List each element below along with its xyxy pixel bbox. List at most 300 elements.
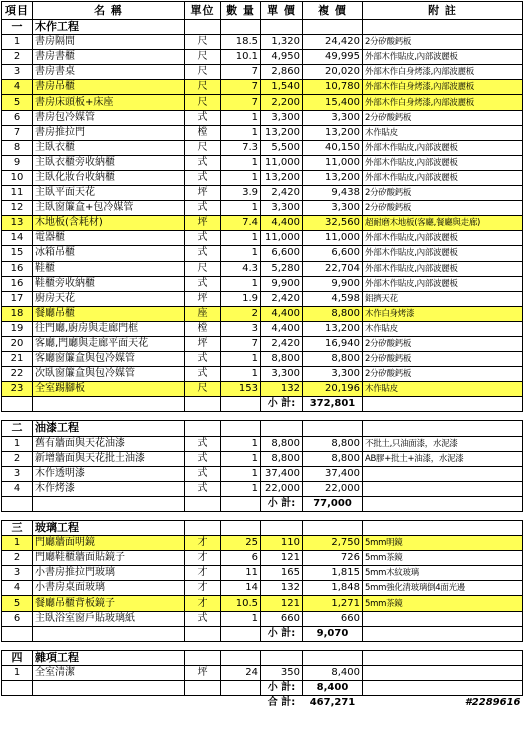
table-row [2,536,523,551]
item-amount: 11,000 [303,155,363,170]
item-name: 電器櫃 [33,231,185,246]
table-row [2,466,523,481]
item-note: 外部木作貼皮,內部波麗板 [363,246,523,261]
item-note: 外部木作白身烤漆,內部波麗板 [363,80,523,95]
table-row [2,481,523,496]
item-amount: 2,750 [303,536,363,551]
section-header-row [2,650,523,665]
item-unit-price: 4,400 [261,321,303,336]
item-name: 主臥浴室窗戶貼玻璃紙 [33,611,185,626]
item-quantity: 1 [221,170,261,185]
item-amount: 9,438 [303,186,363,201]
section-header-row [2,521,523,536]
table-row [2,352,523,367]
item-amount: 3,300 [303,110,363,125]
header-item: 項目 [2,2,33,20]
table-row [2,276,523,291]
empty-cell [363,650,523,665]
item-name: 鞋櫃旁收納櫃 [33,276,185,291]
item-amount: 20,020 [303,65,363,80]
item-number: 22 [2,367,33,382]
empty-cell [185,680,221,695]
empty-cell [221,650,261,665]
grand-total-value: 467,271 [309,697,356,709]
item-unit-price: 5,500 [261,140,303,155]
item-name: 次臥窗簾盒與包冷媒管 [33,367,185,382]
subtotal-row [2,626,523,641]
item-amount: 8,800 [303,451,363,466]
item-unit-price: 8,800 [261,352,303,367]
item-note: 外部木作白身烤漆,內部波麗板 [363,65,523,80]
item-unit: 式 [185,466,221,481]
item-unit-price: 9,900 [261,276,303,291]
item-number: 2 [2,551,33,566]
empty-cell [363,496,523,511]
header-row [2,2,523,20]
empty-cell [2,626,33,641]
item-name: 書房包冷媒管 [33,110,185,125]
item-unit-price: 3,300 [261,110,303,125]
empty-cell [261,421,303,436]
item-note: 外部木作貼皮,內部波麗板 [363,170,523,185]
table-row [2,110,523,125]
table-row [2,155,523,170]
item-number: 16 [2,261,33,276]
item-quantity: 7 [221,336,261,351]
spacer-cell [2,641,523,650]
item-unit-price: 165 [261,566,303,581]
table-row [2,665,523,680]
table-row [2,65,523,80]
item-number: 13 [2,216,33,231]
empty-cell [363,521,523,536]
item-name: 主臥化妝台收納櫃 [33,170,185,185]
item-name: 餐廳吊櫃 [33,306,185,321]
empty-cell [33,680,185,695]
item-unit-price: 4,400 [261,306,303,321]
item-unit: 式 [185,246,221,261]
item-amount: 8,800 [303,352,363,367]
item-name: 鞋櫃 [33,261,185,276]
item-number: 3 [2,65,33,80]
item-unit: 尺 [185,95,221,110]
item-quantity: 7 [221,95,261,110]
item-note: 5mm茶鏡 [363,596,523,611]
table-row [2,596,523,611]
item-note: 外部木作貼皮,內部波麗板 [363,231,523,246]
item-unit: 才 [185,536,221,551]
item-unit: 坪 [185,291,221,306]
item-unit-price: 4,950 [261,50,303,65]
item-name: 門廳鞋櫃牆面貼鏡子 [33,551,185,566]
item-unit: 式 [185,201,221,216]
item-quantity: 4.3 [221,261,261,276]
item-amount: 660 [303,611,363,626]
item-number: 16 [2,276,33,291]
empty-cell [303,521,363,536]
item-name: 舊有牆面與天花油漆 [33,436,185,451]
empty-cell [261,521,303,536]
item-quantity: 1 [221,481,261,496]
table-row [2,291,523,306]
header-note: 附 註 [363,2,523,20]
item-name: 門廳牆面明鏡 [33,536,185,551]
item-name: 木地板(含耗材) [33,216,185,231]
empty-cell [2,680,33,695]
item-note: 超耐磨木地板(客廳,餐廳與走廊) [363,216,523,231]
item-unit-price: 2,200 [261,95,303,110]
item-number: 11 [2,186,33,201]
item-quantity: 1 [221,451,261,466]
empty-cell [261,20,303,35]
item-unit-price: 5,280 [261,261,303,276]
item-amount: 1,848 [303,581,363,596]
item-number: 23 [2,382,33,397]
item-name: 木作烤漆 [33,481,185,496]
item-unit: 式 [185,436,221,451]
empty-cell [185,696,221,711]
item-number: 6 [2,611,33,626]
item-number: 1 [2,665,33,680]
item-amount: 20,196 [303,382,363,397]
table-row [2,201,523,216]
item-note: 5mm強化清玻璃倒4面光邊 [363,581,523,596]
item-unit-price: 6,600 [261,246,303,261]
table-row [2,216,523,231]
item-quantity: 7 [221,80,261,95]
empty-cell [363,680,523,695]
empty-cell [221,521,261,536]
empty-cell [2,696,33,711]
item-amount: 49,995 [303,50,363,65]
item-unit: 才 [185,551,221,566]
section-title: 木作工程 [33,20,185,35]
item-unit-price: 132 [261,382,303,397]
item-name: 主臥衣櫃旁收納櫃 [33,155,185,170]
table-row [2,451,523,466]
item-unit: 式 [185,367,221,382]
empty-cell [221,496,261,511]
item-unit-price: 13,200 [261,170,303,185]
table-row [2,186,523,201]
item-note: 鋁擠天花 [363,291,523,306]
item-unit-price: 121 [261,551,303,566]
item-quantity: 1 [221,231,261,246]
table-row [2,581,523,596]
item-unit: 尺 [185,35,221,50]
item-number: 8 [2,140,33,155]
empty-cell [33,496,185,511]
item-unit: 坪 [185,186,221,201]
item-quantity: 1 [221,110,261,125]
item-quantity: 10.1 [221,50,261,65]
item-name: 書房吊櫃 [33,80,185,95]
item-note: 2分矽酸鈣板 [363,201,523,216]
item-quantity: 1 [221,246,261,261]
item-number: 15 [2,246,33,261]
item-number: 4 [2,481,33,496]
section-number: 四 [2,650,33,665]
item-name: 書房推拉門 [33,125,185,140]
subtotal-row [2,397,523,412]
item-unit: 尺 [185,382,221,397]
item-quantity: 3 [221,321,261,336]
item-number: 5 [2,95,33,110]
section-title: 玻璃工程 [33,521,185,536]
item-number: 2 [2,50,33,65]
item-number: 3 [2,566,33,581]
item-name: 主臥窗簾盒+包冷媒管 [33,201,185,216]
item-unit-price: 11,000 [261,155,303,170]
table-row [2,367,523,382]
item-quantity: 25 [221,536,261,551]
empty-cell [303,421,363,436]
item-note: 外部木作白身烤漆,內部波麗板 [363,95,523,110]
table-row [2,436,523,451]
header-qty: 數 量 [221,2,261,20]
item-note: 木作貼皮 [363,382,523,397]
empty-cell [221,680,261,695]
table-row [2,140,523,155]
empty-cell [2,496,33,511]
item-quantity: 18.5 [221,35,261,50]
section-number: 二 [2,421,33,436]
empty-cell [221,20,261,35]
empty-cell [185,650,221,665]
item-quantity: 153 [221,382,261,397]
spacer-row [2,641,523,650]
item-unit: 坪 [185,336,221,351]
item-unit: 式 [185,611,221,626]
item-note: 2分矽酸鈣板 [363,352,523,367]
section-number: 三 [2,521,33,536]
item-name: 小書房桌面玻璃 [33,581,185,596]
item-unit: 式 [185,451,221,466]
item-note: 2分矽酸鈣板 [363,186,523,201]
spacer-cell [2,412,523,421]
item-unit: 坪 [185,665,221,680]
empty-cell [221,696,261,711]
item-unit: 才 [185,596,221,611]
item-number: 1 [2,436,33,451]
spacer-cell [2,512,523,521]
item-number: 18 [2,306,33,321]
table-row [2,566,523,581]
table-row [2,261,523,276]
header-name: 名 稱 [33,2,185,20]
empty-cell [363,20,523,35]
subtotal-label: 小 計: [261,680,303,695]
spacer-row [2,412,523,421]
item-number: 4 [2,80,33,95]
item-note: 外部木作貼皮,內部波麗板 [363,140,523,155]
header-unit: 單位 [185,2,221,20]
item-note: 不批土,只油面漆，水泥漆 [363,436,523,451]
item-name: 廚房天花 [33,291,185,306]
item-number: 1 [2,35,33,50]
grand-total-row [2,696,523,711]
item-amount: 1,815 [303,566,363,581]
item-note [363,466,523,481]
item-note: 2分矽酸鈣板 [363,35,523,50]
spacer-row [2,512,523,521]
item-amount: 40,150 [303,140,363,155]
empty-cell [303,20,363,35]
item-unit-price: 13,200 [261,125,303,140]
table-row [2,246,523,261]
item-unit-price: 2,420 [261,336,303,351]
item-unit-price: 2,860 [261,65,303,80]
item-amount: 11,000 [303,231,363,246]
subtotal-row [2,680,523,695]
item-amount: 15,400 [303,95,363,110]
subtotal-value: 9,070 [303,626,363,641]
table-row [2,231,523,246]
subtotal-value: 77,000 [303,496,363,511]
item-number: 20 [2,336,33,351]
item-note: 5mm明鏡 [363,536,523,551]
item-number: 1 [2,536,33,551]
item-unit: 式 [185,481,221,496]
empty-cell [221,626,261,641]
table-row [2,125,523,140]
section-number: 一 [2,20,33,35]
item-number: 10 [2,170,33,185]
item-amount: 16,940 [303,336,363,351]
item-quantity: 1 [221,125,261,140]
table-row [2,95,523,110]
item-amount: 13,200 [303,321,363,336]
item-note: AB膠+批土+油漆，水泥漆 [363,451,523,466]
item-amount: 22,000 [303,481,363,496]
item-quantity: 14 [221,581,261,596]
item-note: 2分矽酸鈣板 [363,336,523,351]
subtotal-row [2,496,523,511]
item-note: 外部木作貼皮,內部波麗板 [363,155,523,170]
item-quantity: 10.5 [221,596,261,611]
item-note: 2分矽酸鈣板 [363,110,523,125]
item-quantity: 1 [221,201,261,216]
item-unit: 式 [185,352,221,367]
item-unit-price: 8,800 [261,451,303,466]
item-unit-price: 8,800 [261,436,303,451]
item-unit-price: 350 [261,665,303,680]
item-quantity: 7 [221,65,261,80]
item-quantity: 1 [221,276,261,291]
table-row [2,80,523,95]
empty-cell [185,521,221,536]
item-note: 5mm茶鏡 [363,551,523,566]
item-amount: 726 [303,551,363,566]
empty-cell [33,397,185,412]
item-name: 書房書桌 [33,65,185,80]
item-name: 新增牆面與天花批土油漆 [33,451,185,466]
subtotal-value: 8,400 [303,680,363,695]
item-unit: 才 [185,566,221,581]
item-unit-price: 3,300 [261,201,303,216]
item-number: 19 [2,321,33,336]
item-number: 7 [2,125,33,140]
item-amount: 3,300 [303,201,363,216]
item-quantity: 11 [221,566,261,581]
item-note [363,665,523,680]
empty-cell [33,626,185,641]
item-name: 書房隔間 [33,35,185,50]
item-number: 9 [2,155,33,170]
item-unit: 尺 [185,50,221,65]
item-unit-price: 110 [261,536,303,551]
item-unit: 式 [185,170,221,185]
empty-cell [261,650,303,665]
item-unit-price: 11,000 [261,231,303,246]
empty-cell [2,397,33,412]
item-quantity: 24 [221,665,261,680]
item-name: 主臥衣櫃 [33,140,185,155]
item-note: 2分矽酸鈣板 [363,367,523,382]
item-note: 外部木作貼皮,內部波麗板 [363,50,523,65]
item-unit-price: 37,400 [261,466,303,481]
item-unit: 樘 [185,321,221,336]
item-quantity: 2 [221,306,261,321]
item-amount: 22,704 [303,261,363,276]
empty-cell [185,496,221,511]
empty-cell [185,626,221,641]
item-unit: 式 [185,155,221,170]
item-amount: 4,598 [303,291,363,306]
item-note: 木作白身烤漆 [363,306,523,321]
quotation-table [1,1,523,711]
item-unit-price: 22,000 [261,481,303,496]
item-number: 14 [2,231,33,246]
empty-cell [221,421,261,436]
section-header-row [2,20,523,35]
item-unit-price: 1,540 [261,80,303,95]
table-row [2,382,523,397]
item-amount: 10,780 [303,80,363,95]
item-amount: 3,300 [303,367,363,382]
item-name: 客廳,門廳與走廊平面天花 [33,336,185,351]
grand-total-label: 合 計: [267,697,296,709]
item-quantity: 3.9 [221,186,261,201]
item-unit-price: 1,320 [261,35,303,50]
item-note [363,611,523,626]
item-name: 全室清潔 [33,665,185,680]
item-note: 5mm木紋玻璃 [363,566,523,581]
item-name: 木作透明漆 [33,466,185,481]
item-unit: 座 [185,306,221,321]
empty-cell [185,397,221,412]
subtotal-value: 372,801 [303,397,363,412]
item-amount: 8,800 [303,306,363,321]
empty-cell [303,650,363,665]
item-unit-price: 4,400 [261,216,303,231]
item-note: 外部木作貼皮,內部波麗板 [363,276,523,291]
item-unit: 坪 [185,216,221,231]
item-unit: 式 [185,110,221,125]
header-price: 單 價 [261,2,303,20]
empty-cell [363,626,523,641]
item-amount: 37,400 [303,466,363,481]
item-unit-price: 2,420 [261,186,303,201]
item-note: 木作貼皮 [363,125,523,140]
item-amount: 13,200 [303,170,363,185]
item-amount: 8,400 [303,665,363,680]
item-name: 書房書櫃 [33,50,185,65]
item-quantity: 7.4 [221,216,261,231]
item-note [363,481,523,496]
item-unit: 尺 [185,140,221,155]
item-amount: 24,420 [303,35,363,50]
